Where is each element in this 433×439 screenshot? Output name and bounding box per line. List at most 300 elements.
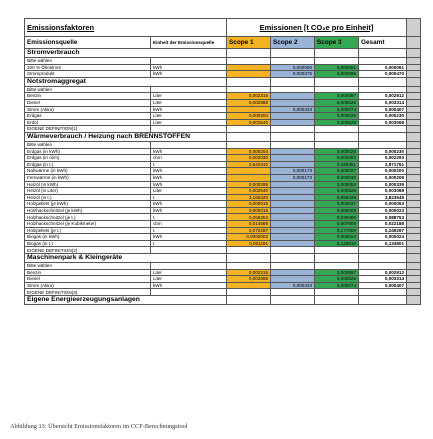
table-row [25, 161, 421, 168]
total-cell: 0,000407 [359, 282, 407, 289]
total-cell: 0,000061 [359, 64, 407, 71]
unit-cell [151, 58, 227, 65]
scope1-cell: 0,002540 [227, 119, 271, 126]
row-spacer [407, 126, 421, 133]
unit-cell: kWh [151, 282, 227, 289]
scope1-cell: 0,000015 [227, 207, 271, 214]
scope1-cell [227, 126, 271, 133]
source-cell: Heizöl (in Liter) [25, 188, 151, 195]
scope1-cell: 0,002315 [227, 269, 271, 276]
table-row [25, 214, 421, 221]
unit-cell: kWh [151, 234, 227, 241]
scope2-cell [271, 207, 315, 214]
scope3-cell [315, 141, 359, 148]
total-cell [359, 247, 407, 254]
section-empty-cell [359, 254, 407, 263]
section-title: Maschinenpark & Kleingeräte [25, 254, 227, 263]
total-cell: 0,003314 [359, 276, 407, 283]
unit-cell: cbm [151, 155, 227, 162]
source-cell: Benzin [25, 269, 151, 276]
unit-cell: t. [151, 214, 227, 221]
scope3-cell: 0,000008 [315, 207, 359, 214]
scope3-cell: 0,000037 [315, 201, 359, 208]
unit-cell: Liter [151, 99, 227, 106]
total-cell: 0,000023 [359, 207, 407, 214]
table-row [25, 93, 421, 100]
source-cell: Bitte wählen [25, 86, 151, 93]
section-empty-cell [271, 296, 315, 305]
header-spacer [407, 19, 421, 37]
unit-cell: t. [151, 161, 227, 168]
total-cell [359, 263, 407, 270]
section-empty-cell [227, 296, 271, 305]
scope2-cell [271, 240, 315, 247]
table-row [25, 99, 421, 106]
section-title: Stromverbrauch [25, 49, 227, 58]
title-emissionen: Emissionen [t CO₂e pro Einheit] [227, 19, 407, 37]
source-cell: Erdgas [25, 113, 151, 120]
scope2-cell [271, 221, 315, 228]
total-cell: 0,249297 [359, 227, 407, 234]
section-title: Notstromaggregat [25, 77, 227, 86]
total-cell: 0,002912 [359, 269, 407, 276]
scope3-cell: 0,000528 [315, 119, 359, 126]
source-cell: Erdgas (in t.) [25, 161, 151, 168]
source-cell: Bitte wählen [25, 263, 151, 270]
scope1-cell: 0,002688 [227, 99, 271, 106]
scope1-cell: 0,000204 [227, 148, 271, 155]
source-cell: Diesel [25, 276, 151, 283]
scope1-cell: 0,014588 [227, 221, 271, 228]
unit-cell [151, 263, 227, 270]
unit-cell: Liter [151, 93, 227, 100]
scope2-cell: 0,000375 [271, 71, 315, 78]
scope3-cell: 0,177000 [315, 227, 359, 234]
scope1-cell: 0,002688 [227, 276, 271, 283]
table-row-label[interactable] [25, 263, 421, 270]
unit-cell [151, 289, 227, 296]
scope3-cell: 0,000597 [315, 269, 359, 276]
table-row [25, 148, 421, 155]
total-cell: 0,000339 [359, 181, 407, 188]
scope1-cell [227, 64, 271, 71]
row-spacer [407, 161, 421, 168]
source-cell: EIGENE DEFINITION(1) [25, 126, 151, 133]
scope3-cell: 0,000263 [315, 155, 359, 162]
table-row [25, 269, 421, 276]
table-row [25, 201, 421, 208]
scope2-cell: 0,000333 [271, 106, 315, 113]
scope3-cell: 0,658328 [315, 194, 359, 201]
source-cell: EIGENE DEFINITION(3) [25, 289, 151, 296]
source-cell: Nahwärme (in kWh) [25, 168, 151, 175]
scope2-cell [271, 99, 315, 106]
scope1-cell: 0,000015 [227, 201, 271, 208]
row-spacer [407, 132, 421, 141]
row-spacer [407, 276, 421, 283]
scope1-cell [227, 247, 271, 254]
col-einheit: Einheit der Emissionsquelle [151, 37, 227, 49]
scope3-cell: 0,133610 [315, 240, 359, 247]
source-cell: Erdgas (in cbm) [25, 155, 151, 162]
total-cell: 0,000053 [359, 201, 407, 208]
source-cell: Holzhackschnitzel (je kWh) [25, 207, 151, 214]
scope1-cell [227, 106, 271, 113]
col-emissionsquelle: Emissionsquelle [25, 37, 151, 49]
scope3-cell [315, 263, 359, 270]
unit-cell: Liter [151, 119, 227, 126]
scope2-cell [271, 201, 315, 208]
scope1-cell [227, 289, 271, 296]
scope2-cell [271, 247, 315, 254]
scope2-cell [271, 214, 315, 221]
scope3-cell: 0,000074 [315, 282, 359, 289]
scope2-cell [271, 263, 315, 270]
scope2-cell [271, 161, 315, 168]
scope1-cell [227, 71, 271, 78]
table-row-label[interactable] [25, 86, 421, 93]
scope3-cell [315, 86, 359, 93]
table-row [25, 64, 421, 71]
total-cell: 2,871761 [359, 161, 407, 168]
scope1-cell: 0,058353 [227, 214, 271, 221]
scope1-cell [227, 282, 271, 289]
total-cell: 0,000230 [359, 113, 407, 120]
scope3-cell: 0,000035 [315, 174, 359, 181]
scope2-cell [271, 227, 315, 234]
row-spacer [407, 240, 421, 247]
section-empty-cell [227, 254, 271, 263]
scope3-cell: 0,000061 [315, 64, 359, 71]
section-empty-cell [359, 296, 407, 305]
row-spacer [407, 263, 421, 270]
scope2-cell [271, 289, 315, 296]
scope1-cell [227, 141, 271, 148]
col-gesamt: Gesamt [359, 37, 407, 49]
total-cell: 0,000407 [359, 106, 407, 113]
unit-cell: kWh [151, 181, 227, 188]
scope2-cell: 0,000000 [271, 64, 315, 71]
unit-cell: t. [151, 194, 227, 201]
scope2-cell [271, 58, 315, 65]
scope1-cell [227, 174, 271, 181]
table-row-label [25, 247, 421, 254]
scope3-cell: 0,000026 [315, 113, 359, 120]
source-cell: Holzhackschnitzel (je t.) [25, 214, 151, 221]
scope2-cell [271, 155, 315, 162]
unit-cell: kWh [151, 106, 227, 113]
header-row-title [25, 19, 421, 37]
section-empty-cell [271, 49, 315, 58]
total-cell: 0,003068 [359, 188, 407, 195]
source-cell: 100 % Ökostrom [25, 64, 151, 71]
scope2-cell [271, 86, 315, 93]
row-spacer [407, 168, 421, 175]
col-scope1: Scope 1 [227, 37, 271, 49]
row-spacer [407, 64, 421, 71]
scope3-cell: 0,000528 [315, 188, 359, 195]
scope1-cell: 3,165320 [227, 194, 271, 201]
row-spacer [407, 93, 421, 100]
scope2-cell [271, 194, 315, 201]
table-row [25, 194, 421, 201]
scope1-cell: 0,000285 [227, 181, 271, 188]
table-row [25, 168, 421, 175]
table-row-label[interactable] [25, 141, 421, 148]
source-cell: Fernwärme (in kWh) [25, 174, 151, 181]
scope2-cell: 0,000173 [271, 168, 315, 175]
section-empty-cell [315, 296, 359, 305]
source-cell: Bitte wählen [25, 58, 151, 65]
scope2-cell [271, 126, 315, 133]
total-cell: 0,022188 [359, 221, 407, 228]
section-empty-cell [315, 49, 359, 58]
scope2-cell: 0,000333 [271, 282, 315, 289]
unit-cell: t. [151, 240, 227, 247]
row-spacer [407, 155, 421, 162]
row-spacer [407, 106, 421, 113]
scope3-cell: 0,000626 [315, 99, 359, 106]
scope2-cell [271, 119, 315, 126]
section-header-row [25, 296, 421, 305]
source-cell: Holzpellets (je t.) [25, 227, 151, 234]
source-cell: Erdgas (in kWh) [25, 148, 151, 155]
unit-cell: kWh [151, 148, 227, 155]
row-spacer [407, 181, 421, 188]
scope1-cell: 0,002315 [227, 93, 271, 100]
source-cell: Bitte wählen [25, 141, 151, 148]
source-cell: Holzpellets (je kWh) [25, 201, 151, 208]
section-header-row [25, 254, 421, 263]
scope2-cell [271, 148, 315, 155]
row-spacer [407, 234, 421, 241]
col-scope3: Scope 3 [315, 37, 359, 49]
total-cell [359, 58, 407, 65]
scope3-cell: 0,030400 [315, 214, 359, 221]
section-empty-cell [227, 77, 271, 86]
table-row [25, 276, 421, 283]
source-cell: Holzhackschnitzel (je Kubikmeter) [25, 221, 151, 228]
scope1-cell [227, 86, 271, 93]
title-emissionsfaktoren: Emissionsfaktoren [25, 19, 227, 37]
total-cell: 0,000470 [359, 71, 407, 78]
col-scope2: Scope 2 [271, 37, 315, 49]
scope1-cell: 0,072297 [227, 227, 271, 234]
total-cell: 0,002912 [359, 93, 407, 100]
table-row [25, 174, 421, 181]
scope1-cell: 0,000204 [227, 113, 271, 120]
row-spacer [407, 113, 421, 120]
total-cell: 3,823648 [359, 194, 407, 201]
total-cell: 0,003068 [359, 119, 407, 126]
source-cell: Biogas (in t.) [25, 240, 151, 247]
unit-cell: Liter [151, 269, 227, 276]
scope1-cell: 0,001191 [227, 240, 271, 247]
row-spacer [407, 254, 421, 263]
scope1-cell [227, 58, 271, 65]
unit-cell: kWh [151, 207, 227, 214]
total-cell: 0,134801 [359, 240, 407, 247]
table-row-label [25, 289, 421, 296]
section-empty-cell [227, 132, 271, 141]
row-spacer [407, 269, 421, 276]
row-spacer [407, 188, 421, 195]
section-empty-cell [271, 254, 315, 263]
row-spacer [407, 148, 421, 155]
scope3-cell: 0,000027 [315, 168, 359, 175]
scope3-cell: 0,007600 [315, 221, 359, 228]
section-empty-cell [271, 132, 315, 141]
unit-cell: Liter [151, 188, 227, 195]
total-cell: 0,000200 [359, 168, 407, 175]
table-row [25, 155, 421, 162]
row-spacer [407, 71, 421, 78]
scope1-cell: 0,002030 [227, 155, 271, 162]
unit-cell: kWh [151, 64, 227, 71]
scope2-cell [271, 141, 315, 148]
source-cell: EIGENE DEFINITION(2) [25, 247, 151, 254]
unit-cell [151, 86, 227, 93]
row-spacer [407, 58, 421, 65]
table-row [25, 240, 421, 247]
row-spacer [407, 201, 421, 208]
table-row [25, 234, 421, 241]
scope3-cell: 0,000074 [315, 106, 359, 113]
source-cell: Heizöl (in t.) [25, 194, 151, 201]
scope3-cell [315, 58, 359, 65]
total-cell: 0,000230 [359, 148, 407, 155]
scope1-cell: 2,542410 [227, 161, 271, 168]
scope1-cell [227, 263, 271, 270]
row-spacer [407, 289, 421, 296]
scope2-cell [271, 113, 315, 120]
source-cell: Heizöl (in kWh) [25, 181, 151, 188]
section-empty-cell [359, 132, 407, 141]
unit-cell: kWh [151, 174, 227, 181]
table-row [25, 227, 421, 234]
scope2-cell [271, 269, 315, 276]
source-cell: Diesel [25, 99, 151, 106]
section-title: Wärmeverbrauch / Heizung nach BRENNSTOFFEN [25, 132, 227, 141]
row-spacer [407, 221, 421, 228]
section-header-row [25, 49, 421, 58]
scope1-cell: 0,0000002 [227, 234, 271, 241]
row-spacer [407, 99, 421, 106]
row-spacer [407, 296, 421, 305]
table-row [25, 282, 421, 289]
source-cell: Stromprodukt [25, 71, 151, 78]
scope2-cell [271, 234, 315, 241]
scope1-cell: 0,002540 [227, 188, 271, 195]
total-cell: 0,000024 [359, 234, 407, 241]
scope3-cell: 0,000095 [315, 71, 359, 78]
unit-cell: kWh [151, 201, 227, 208]
section-empty-cell [227, 49, 271, 58]
total-cell: 0,000208 [359, 174, 407, 181]
section-empty-cell [315, 132, 359, 141]
scope3-cell: 0,329351 [315, 161, 359, 168]
scope2-cell [271, 188, 315, 195]
table-row-label[interactable] [25, 58, 421, 65]
row-spacer [407, 86, 421, 93]
scope3-cell [315, 126, 359, 133]
section-empty-cell [359, 77, 407, 86]
row-spacer [407, 207, 421, 214]
unit-cell [151, 247, 227, 254]
total-cell [359, 289, 407, 296]
figure-caption: Abbildung 13: Übersicht Emissionsfaktoren im CCF-Berechnungstool [10, 423, 188, 430]
unit-cell [151, 126, 227, 133]
scope2-cell [271, 276, 315, 283]
table-row [25, 221, 421, 228]
section-header-row [25, 132, 421, 141]
section-title: Eigene Energieerzeugungsanlagen [25, 296, 227, 305]
scope3-cell [315, 247, 359, 254]
total-cell [359, 141, 407, 148]
row-spacer [407, 141, 421, 148]
total-cell [359, 86, 407, 93]
row-spacer [407, 214, 421, 221]
row-spacer [407, 174, 421, 181]
unit-cell: kWh [151, 71, 227, 78]
source-cell: Strom (Akku) [25, 282, 151, 289]
scope2-cell: 0,000173 [271, 174, 315, 181]
total-cell: 0,088753 [359, 214, 407, 221]
scope3-cell: 0,000026 [315, 148, 359, 155]
table-row [25, 106, 421, 113]
row-spacer [407, 49, 421, 58]
section-empty-cell [271, 77, 315, 86]
scope3-cell: 0,000054 [315, 181, 359, 188]
source-cell: Erdöl [25, 119, 151, 126]
row-spacer [407, 247, 421, 254]
unit-cell: cbm [151, 221, 227, 228]
table-row [25, 188, 421, 195]
section-empty-cell [315, 77, 359, 86]
header-row-columns [25, 37, 421, 49]
total-cell [359, 126, 407, 133]
section-header-row [25, 77, 421, 86]
total-cell: 0,003314 [359, 99, 407, 106]
unit-cell [151, 141, 227, 148]
scope2-cell [271, 181, 315, 188]
source-cell: Biogas (in kWh) [25, 234, 151, 241]
row-spacer [407, 77, 421, 86]
scope3-cell: 0,000597 [315, 93, 359, 100]
row-spacer [407, 282, 421, 289]
scope3-cell [315, 289, 359, 296]
row-spacer [407, 227, 421, 234]
source-cell: Strom (Akku) [25, 106, 151, 113]
scope1-cell [227, 168, 271, 175]
scope3-cell: 0,000024 [315, 234, 359, 241]
table-row [25, 119, 421, 126]
section-empty-cell [315, 254, 359, 263]
unit-cell: kWh [151, 168, 227, 175]
row-spacer [407, 119, 421, 126]
section-empty-cell [359, 49, 407, 58]
scope3-cell: 0,000626 [315, 276, 359, 283]
unit-cell: Liter [151, 276, 227, 283]
table-row [25, 181, 421, 188]
unit-cell: Liter [151, 113, 227, 120]
row-spacer [407, 194, 421, 201]
unit-cell: t. [151, 227, 227, 234]
total-cell: 0,002293 [359, 155, 407, 162]
table-row [25, 71, 421, 78]
table-row [25, 207, 421, 214]
emission-factors-table [24, 18, 421, 305]
